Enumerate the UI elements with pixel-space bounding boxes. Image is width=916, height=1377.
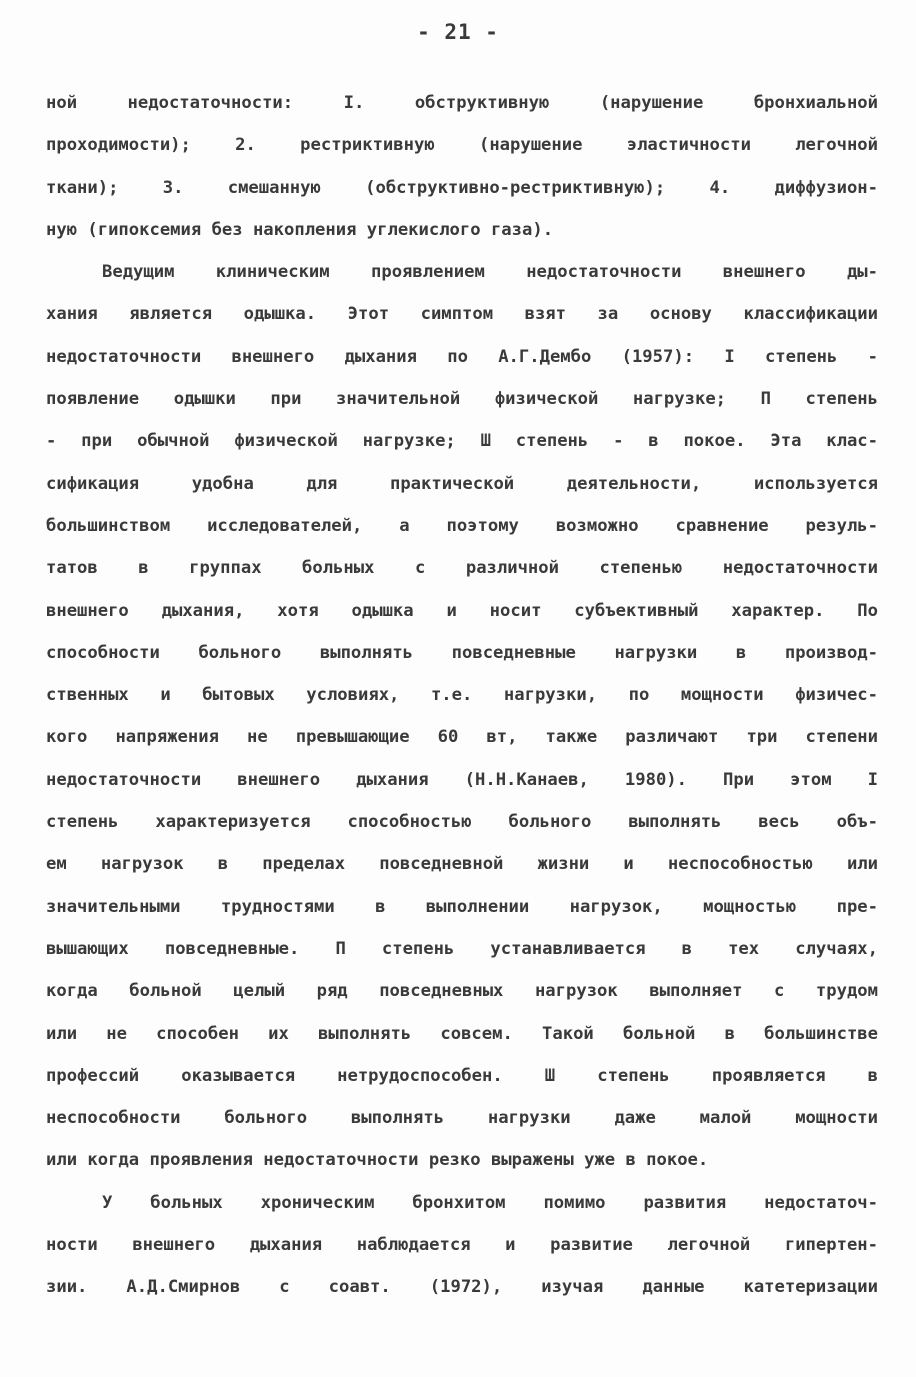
text-line: ную (гипоксемия без накопления углекислого газа). xyxy=(46,219,554,240)
text-line: - при обычной физической нагрузке; Ш степень - в покое. Эта клас- xyxy=(46,431,878,452)
text-line: большинством исследователей, а поэтому возможно сравнение резуль- xyxy=(46,515,878,536)
text-line: недостаточности внешнего дыхания по А.Г.Дембо (1957): I степень - xyxy=(46,346,878,367)
text-line: Ведущим клиническим проявлением недостаточности внешнего ды- xyxy=(102,262,878,283)
text-line: ной недостаточности: I. обструктивную (нарушение бронхиальной xyxy=(46,93,878,113)
text-line: недостаточности внешнего дыхания (Н.Н.Канаев, 1980). При этом I xyxy=(46,769,878,790)
text-line: хания является одышка. Этот симптом взят за основу классификации xyxy=(46,304,878,325)
text-line: неспособности больного выполнять нагрузки даже малой мощности xyxy=(46,1108,878,1129)
text-line: или не способен их выполнять совсем. Такой больной в большинстве xyxy=(46,1023,878,1044)
text-line: профессий оказывается нетрудоспособен. Ш степень проявляется в xyxy=(46,1065,878,1086)
text-line: кого напряжения не превышающие 60 вт, также различают три степени xyxy=(46,727,878,748)
text-line: сификация удобна для практической деятельности, используется xyxy=(46,473,878,494)
text-line: ственных и бытовых условиях, т.е. нагрузки, по мощности физичес- xyxy=(46,685,878,706)
text-line: когда больной целый ряд повседневных нагрузок выполняет с трудом xyxy=(46,981,878,1002)
text-line: способности больного выполнять повседневные нагрузки в производ- xyxy=(46,642,878,663)
page-number: - 21 - xyxy=(417,20,499,44)
text-line: проходимости); 2. рестриктивную (нарушение эластичности легочной xyxy=(46,135,878,156)
text-line: степень характеризуется способностью больного выполнять весь объ- xyxy=(46,812,878,833)
text-line: значительными трудностями в выполнении нагрузок, мощностью пре- xyxy=(46,896,878,917)
text-line: ности внешнего дыхания наблюдается и развитие легочной гипертен- xyxy=(46,1235,878,1256)
text-line: вышающих повседневные. П степень устанавливается в тех случаях, xyxy=(46,938,878,959)
text-line: или когда проявления недостаточности резко выражены уже в покое. xyxy=(46,1150,709,1171)
body-text xyxy=(46,82,878,1309)
text-line: зии. А.Д.Смирнов с соавт. (1972), изучая данные катетеризации xyxy=(46,1277,878,1298)
text-line: татов в группах больных с различной степенью недостаточности xyxy=(46,558,878,579)
text-line: ем нагрузок в пределах повседневной жизни и неспособностью или xyxy=(46,854,878,875)
text-line: У больных хроническим бронхитом помимо развития недостаточ- xyxy=(102,1192,878,1213)
text-line: появление одышки при значительной физической нагрузке; П степень xyxy=(46,389,878,410)
text-line: ткани); 3. смешанную (обструктивно-рестриктивную); 4. диффузион- xyxy=(46,177,878,198)
text-line: внешнего дыхания, хотя одышка и носит субъективный характер. По xyxy=(46,600,878,621)
